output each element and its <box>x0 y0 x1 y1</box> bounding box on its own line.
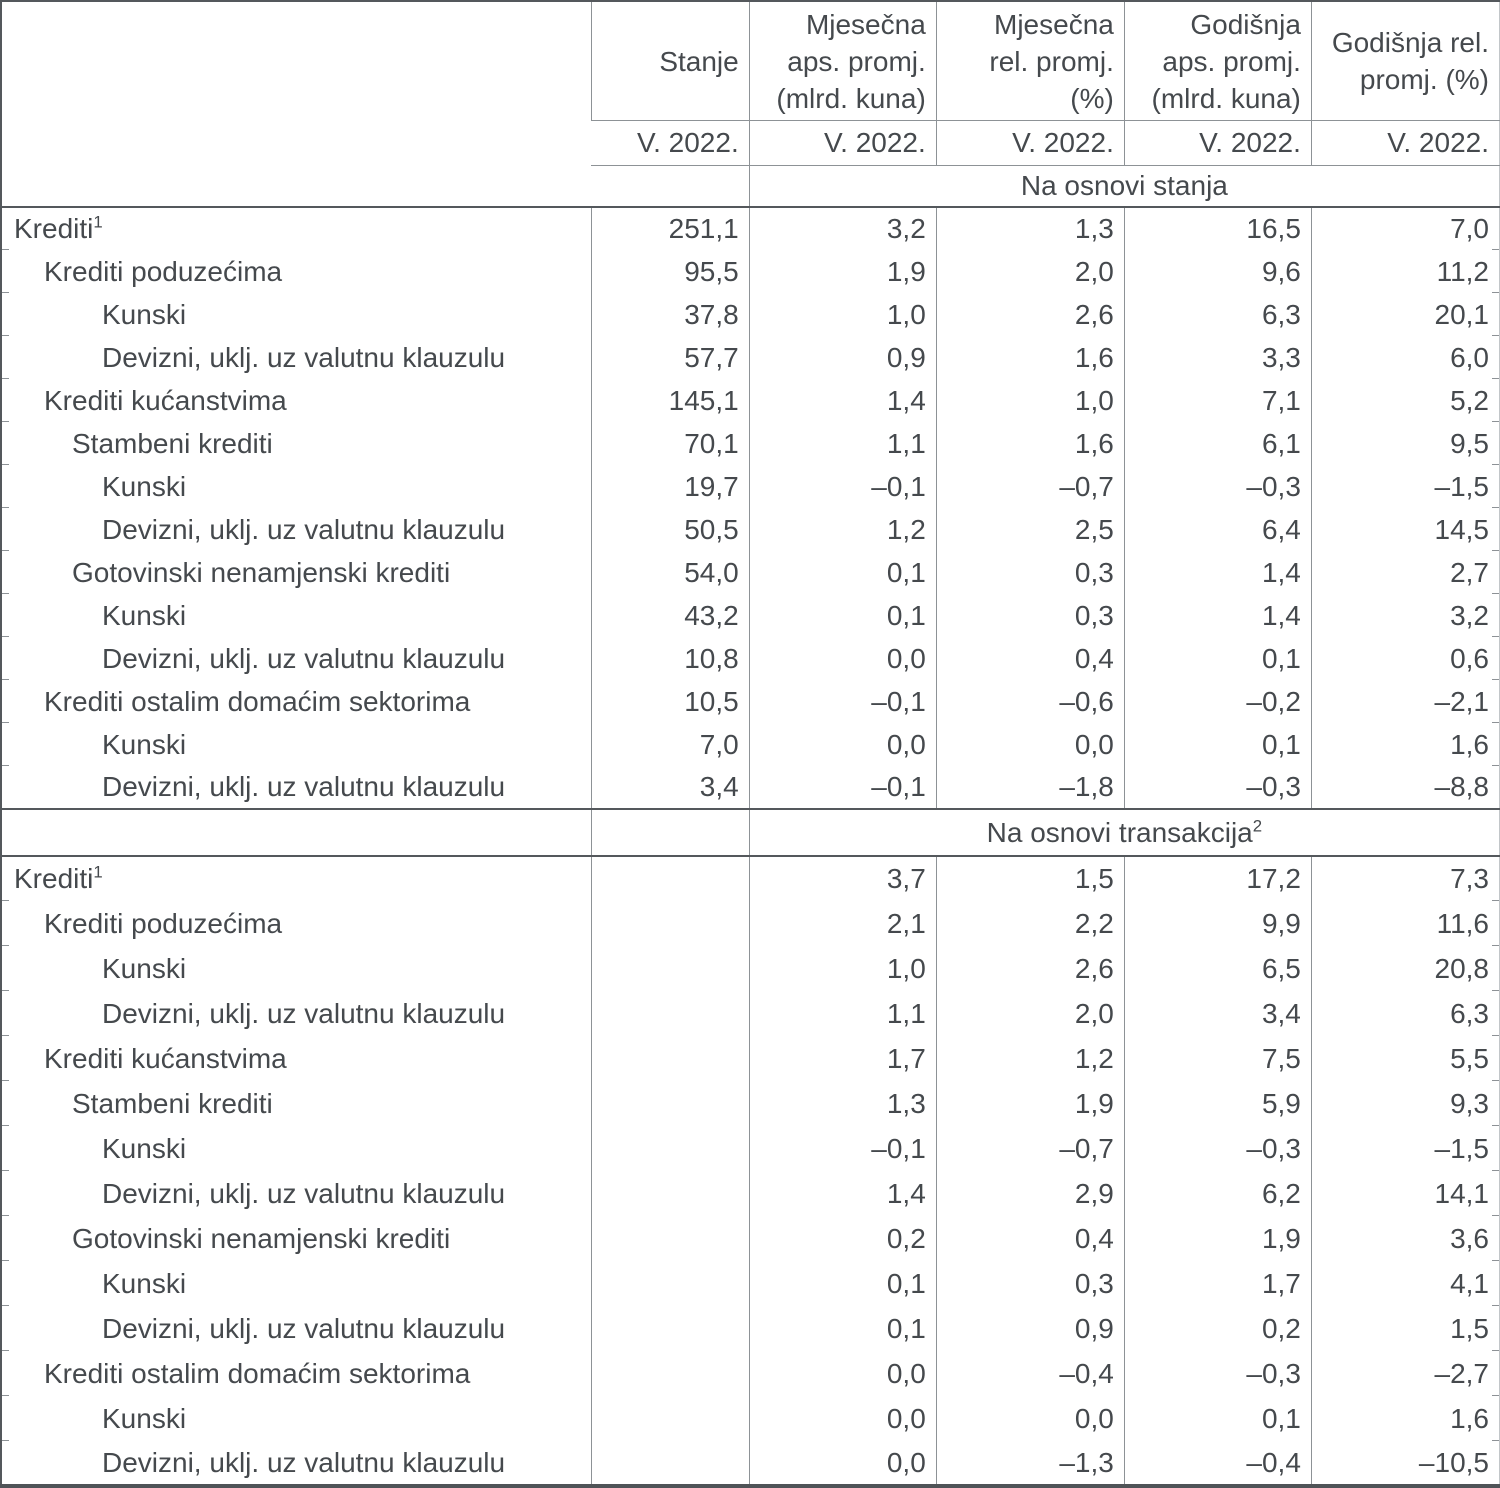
row-label-text: Krediti ostalim domaćim sektorima <box>44 1357 471 1389</box>
cell-value: –8,8 <box>1311 766 1499 809</box>
table-row <box>1 1396 1500 1441</box>
header-line: Mjesečna <box>805 8 926 40</box>
table-row <box>1 856 1500 901</box>
table-row <box>1 946 1500 991</box>
empty-cell <box>591 166 749 208</box>
row-label-text: Krediti kućanstvima <box>44 384 287 416</box>
cell-value: –2,7 <box>1311 1351 1499 1396</box>
section-transakcija-body <box>1 856 1500 1486</box>
separator-row <box>1 809 1500 856</box>
row-label-text: Devizni, uklj. uz valutnu klauzulu <box>102 997 506 1029</box>
row-label <box>1 465 591 508</box>
cell-value <box>591 946 749 991</box>
row-label-text: Krediti ostalim domaćim sektorima <box>44 685 471 717</box>
cell-value: 1,1 <box>749 422 936 465</box>
header-line: Godišnja <box>1190 8 1301 40</box>
row-label-text: Devizni, uklj. uz valutnu klauzulu <box>102 513 506 545</box>
cell-value <box>591 991 749 1036</box>
header-row-titles <box>1 1 1500 121</box>
cell-value: 1,0 <box>749 293 936 336</box>
row-label-text: Devizni, uklj. uz valutnu klauzulu <box>102 341 506 373</box>
table-row <box>1 1441 1500 1486</box>
row-label-text: Kunski <box>102 1132 187 1164</box>
header-line: (mlrd. kuna) <box>776 82 926 114</box>
row-label-text: Kunski <box>102 1267 187 1299</box>
header-line: promj. (%) <box>1359 64 1489 95</box>
table-row <box>1 551 1500 594</box>
header-line: Stanje <box>659 45 739 77</box>
cell-value: 7,3 <box>1311 856 1499 901</box>
cell-value: 0,3 <box>936 1261 1124 1306</box>
cell-value: 0,0 <box>749 1441 936 1486</box>
cell-value <box>591 1036 749 1081</box>
cell-value: 1,0 <box>936 379 1124 422</box>
cell-value: 1,0 <box>749 946 936 991</box>
table-row <box>1 207 1500 250</box>
cell-value <box>591 1081 749 1126</box>
cell-value: 0,6 <box>1311 637 1499 680</box>
header-line: (mlrd. kuna) <box>1151 82 1301 114</box>
row-label <box>1 1306 591 1351</box>
cell-value: 1,4 <box>1124 551 1311 594</box>
table-row <box>1 766 1500 809</box>
cell-value: 0,1 <box>1124 723 1311 766</box>
section-title-transakcija <box>749 809 1499 856</box>
cell-value: –0,6 <box>936 680 1124 723</box>
period-cell: V. 2022. <box>1311 121 1499 166</box>
cell-value: –0,3 <box>1124 465 1311 508</box>
cell-value: 5,2 <box>1311 379 1499 422</box>
row-label-text: Kunski <box>102 728 187 760</box>
cell-value: 1,6 <box>936 422 1124 465</box>
row-label <box>1 1351 591 1396</box>
cell-value: 9,3 <box>1311 1081 1499 1126</box>
cell-value: 0,1 <box>1124 1396 1311 1441</box>
cell-value: 2,0 <box>936 250 1124 293</box>
cell-value: 0,2 <box>749 1216 936 1261</box>
cell-value: 7,0 <box>591 723 749 766</box>
cell-value: 16,5 <box>1124 207 1311 250</box>
column-header-mjesecna-rel <box>936 1 1124 121</box>
header-line: (%) <box>1070 82 1114 114</box>
row-label <box>1 207 591 250</box>
row-label-text: Gotovinski nenamjenski krediti <box>72 1222 451 1254</box>
table-row <box>1 637 1500 680</box>
cell-value: 11,2 <box>1311 250 1499 293</box>
cell-value: 6,4 <box>1124 508 1311 551</box>
row-label <box>1 766 591 809</box>
cell-value: 95,5 <box>591 250 749 293</box>
cell-value: 145,1 <box>591 379 749 422</box>
cell-value: 1,4 <box>749 1171 936 1216</box>
cell-value: 10,8 <box>591 637 749 680</box>
cell-value: –0,1 <box>749 680 936 723</box>
table-row <box>1 1036 1500 1081</box>
table-row <box>1 1351 1500 1396</box>
cell-value <box>591 1126 749 1171</box>
row-label-text: Krediti <box>14 213 94 244</box>
cell-value: 3,7 <box>749 856 936 901</box>
row-label <box>1 856 591 901</box>
header-line: Godišnja rel. <box>1331 27 1489 58</box>
cell-value: 1,9 <box>749 250 936 293</box>
row-label-text: Gotovinski nenamjenski krediti <box>72 556 451 588</box>
header-line: aps. promj. <box>1162 45 1301 77</box>
cell-value: 57,7 <box>591 336 749 379</box>
empty-cell <box>1 809 591 856</box>
cell-value: 1,9 <box>1124 1216 1311 1261</box>
cell-value: 20,8 <box>1311 946 1499 991</box>
cell-value: 0,3 <box>936 551 1124 594</box>
cell-value <box>591 1441 749 1486</box>
cell-value: –0,4 <box>936 1351 1124 1396</box>
table-row <box>1 1216 1500 1261</box>
cell-value: 6,3 <box>1124 293 1311 336</box>
cell-value: 2,1 <box>749 901 936 946</box>
cell-value: 43,2 <box>591 594 749 637</box>
cell-value <box>591 1306 749 1351</box>
cell-value: –1,5 <box>1311 465 1499 508</box>
cell-value <box>591 1216 749 1261</box>
cell-value: 10,5 <box>591 680 749 723</box>
cell-value: 1,4 <box>1124 594 1311 637</box>
table-row <box>1 680 1500 723</box>
section-title-text: Na osnovi stanja <box>1020 170 1228 201</box>
row-label-text: Krediti kućanstvima <box>44 1042 287 1074</box>
period-cell: V. 2022. <box>749 121 936 166</box>
cell-value: –0,3 <box>1124 766 1311 809</box>
row-label <box>1 946 591 991</box>
row-label <box>1 1036 591 1081</box>
cell-value: 3,4 <box>1124 991 1311 1036</box>
cell-value <box>591 901 749 946</box>
cell-value: 1,9 <box>936 1081 1124 1126</box>
cell-value: –0,1 <box>749 766 936 809</box>
cell-value: 1,7 <box>1124 1261 1311 1306</box>
cell-value: 0,0 <box>936 723 1124 766</box>
row-label <box>1 637 591 680</box>
cell-value: 50,5 <box>591 508 749 551</box>
cell-value: 6,2 <box>1124 1171 1311 1216</box>
table-row <box>1 508 1500 551</box>
cell-value: 1,6 <box>1311 723 1499 766</box>
table-row <box>1 465 1500 508</box>
cell-value: 2,2 <box>936 901 1124 946</box>
column-header-godisnja-rel <box>1311 1 1499 121</box>
cell-value: 7,5 <box>1124 1036 1311 1081</box>
cell-value: 0,1 <box>749 1306 936 1351</box>
period-cell: V. 2022. <box>1124 121 1311 166</box>
cell-value: 9,9 <box>1124 901 1311 946</box>
cell-value: 1,4 <box>749 379 936 422</box>
cell-value: 1,7 <box>749 1036 936 1081</box>
row-label-text: Devizni, uklj. uz valutnu klauzulu <box>102 1177 506 1209</box>
cell-value: 2,9 <box>936 1171 1124 1216</box>
cell-value: –1,3 <box>936 1441 1124 1486</box>
section-transakcija-separator <box>1 809 1500 856</box>
cell-value: 2,5 <box>936 508 1124 551</box>
table-row <box>1 1306 1500 1351</box>
cell-value: –0,1 <box>749 465 936 508</box>
row-label <box>1 551 591 594</box>
table-row <box>1 422 1500 465</box>
cell-value: 5,9 <box>1124 1081 1311 1126</box>
cell-value: 1,2 <box>936 1036 1124 1081</box>
period-cell: V. 2022. <box>591 121 749 166</box>
row-label <box>1 1216 591 1261</box>
cell-value: 1,1 <box>749 991 936 1036</box>
cell-value: 0,4 <box>936 1216 1124 1261</box>
table-row <box>1 250 1500 293</box>
cell-value: 6,5 <box>1124 946 1311 991</box>
cell-value <box>591 1171 749 1216</box>
row-label <box>1 680 591 723</box>
cell-value: –1,5 <box>1311 1126 1499 1171</box>
cell-value: 0,1 <box>749 551 936 594</box>
cell-value: 0,2 <box>1124 1306 1311 1351</box>
cell-value: 0,4 <box>936 637 1124 680</box>
row-label <box>1 901 591 946</box>
row-label <box>1 1171 591 1216</box>
cell-value: 17,2 <box>1124 856 1311 901</box>
footnote-marker: 2 <box>1252 816 1263 836</box>
row-label <box>1 336 591 379</box>
cell-value: 14,5 <box>1311 508 1499 551</box>
cell-value: 0,0 <box>749 1351 936 1396</box>
cell-value: 0,0 <box>749 1396 936 1441</box>
cell-value: 0,3 <box>936 594 1124 637</box>
table-row <box>1 901 1500 946</box>
cell-value: –0,3 <box>1124 1351 1311 1396</box>
cell-value: 3,2 <box>1311 594 1499 637</box>
cell-value: 1,6 <box>1311 1396 1499 1441</box>
table-row <box>1 1081 1500 1126</box>
row-label <box>1 723 591 766</box>
row-label-text: Devizni, uklj. uz valutnu klauzulu <box>102 771 506 802</box>
row-label-text: Stambeni krediti <box>72 1087 273 1119</box>
cell-value: 4,1 <box>1311 1261 1499 1306</box>
cell-value: 6,1 <box>1124 422 1311 465</box>
column-header-stanje <box>591 1 749 121</box>
table-row <box>1 336 1500 379</box>
row-label <box>1 422 591 465</box>
cell-value: 2,0 <box>936 991 1124 1036</box>
row-label-text: Devizni, uklj. uz valutnu klauzulu <box>102 642 506 674</box>
cell-value: 3,3 <box>1124 336 1311 379</box>
row-label <box>1 1261 591 1306</box>
row-label-text: Devizni, uklj. uz valutnu klauzulu <box>102 1312 506 1344</box>
row-label-text: Kunski <box>102 298 187 330</box>
cell-value: –0,1 <box>749 1126 936 1171</box>
row-label <box>1 991 591 1036</box>
cell-value: 251,1 <box>591 207 749 250</box>
footnote-marker: 1 <box>93 212 103 232</box>
cell-value: 1,6 <box>936 336 1124 379</box>
cell-value: 6,0 <box>1311 336 1499 379</box>
column-header-godisnja-aps <box>1124 1 1311 121</box>
cell-value <box>591 1261 749 1306</box>
cell-value: 0,0 <box>936 1396 1124 1441</box>
row-label <box>1 508 591 551</box>
cell-value: 1,2 <box>749 508 936 551</box>
cell-value <box>591 856 749 901</box>
cell-value: 1,5 <box>936 856 1124 901</box>
cell-value: 70,1 <box>591 422 749 465</box>
cell-value: 6,3 <box>1311 991 1499 1036</box>
cell-value: 0,9 <box>749 336 936 379</box>
cell-value: 1,5 <box>1311 1306 1499 1351</box>
cell-value: 2,6 <box>936 293 1124 336</box>
cell-value: 20,1 <box>1311 293 1499 336</box>
cell-value: 5,5 <box>1311 1036 1499 1081</box>
cell-value: 37,8 <box>591 293 749 336</box>
row-label <box>1 594 591 637</box>
period-cell: V. 2022. <box>936 121 1124 166</box>
cell-value: –0,7 <box>936 465 1124 508</box>
cell-value: 0,1 <box>749 1261 936 1306</box>
row-label-text: Devizni, uklj. uz valutnu klauzulu <box>102 1446 506 1478</box>
cell-value: 1,3 <box>749 1081 936 1126</box>
cell-value: –0,4 <box>1124 1441 1311 1486</box>
cell-value: 2,7 <box>1311 551 1499 594</box>
row-label <box>1 1126 591 1171</box>
cell-value: –2,1 <box>1311 680 1499 723</box>
cell-value: 2,6 <box>936 946 1124 991</box>
cell-value: 0,9 <box>936 1306 1124 1351</box>
cell-value: –10,5 <box>1311 1441 1499 1486</box>
cell-value: 19,7 <box>591 465 749 508</box>
row-label-text: Kunski <box>102 952 187 984</box>
row-label <box>1 293 591 336</box>
cell-value <box>591 1351 749 1396</box>
cell-value: 3,2 <box>749 207 936 250</box>
row-label <box>1 1396 591 1441</box>
cell-value: 14,1 <box>1311 1171 1499 1216</box>
header-line: Mjesečna <box>994 8 1114 40</box>
cell-value: 1,3 <box>936 207 1124 250</box>
cell-value: 0,1 <box>749 594 936 637</box>
row-label-text: Krediti poduzećima <box>44 255 283 287</box>
row-label-text: Stambeni krediti <box>72 427 273 459</box>
table-row <box>1 1171 1500 1216</box>
cell-value: 7,1 <box>1124 379 1311 422</box>
cell-value: 0,0 <box>749 723 936 766</box>
row-label-text: Kunski <box>102 470 187 502</box>
table-row <box>1 594 1500 637</box>
cell-value: –0,3 <box>1124 1126 1311 1171</box>
table-row <box>1 991 1500 1036</box>
section-stanja-body <box>1 207 1500 809</box>
row-label <box>1 1081 591 1126</box>
footnote-marker: 1 <box>93 862 103 882</box>
empty-cell <box>591 809 749 856</box>
section-title-text: Na osnovi transakcija <box>986 816 1253 848</box>
label-column-header <box>1 1 591 207</box>
header-line: rel. promj. <box>989 45 1114 77</box>
cell-value: –0,7 <box>936 1126 1124 1171</box>
cell-value: –0,2 <box>1124 680 1311 723</box>
cell-value: 9,5 <box>1311 422 1499 465</box>
row-label <box>1 1441 591 1486</box>
row-label-text: Krediti <box>14 863 94 894</box>
table-row <box>1 293 1500 336</box>
row-label-text: Kunski <box>102 599 187 631</box>
table-row <box>1 1261 1500 1306</box>
row-label <box>1 379 591 422</box>
section-title-stanja <box>749 166 1499 208</box>
cell-value: 3,6 <box>1311 1216 1499 1261</box>
cell-value: 3,4 <box>591 766 749 809</box>
table-row <box>1 1126 1500 1171</box>
column-header-mjesecna-aps <box>749 1 936 121</box>
cell-value: 0,0 <box>749 637 936 680</box>
row-label <box>1 250 591 293</box>
header-line: aps. promj. <box>787 45 926 77</box>
table-row <box>1 379 1500 422</box>
cell-value: 7,0 <box>1311 207 1499 250</box>
row-label-text: Kunski <box>102 1402 187 1434</box>
table-header <box>1 1 1500 207</box>
cell-value: –1,8 <box>936 766 1124 809</box>
cell-value: 0,1 <box>1124 637 1311 680</box>
cell-value: 9,6 <box>1124 250 1311 293</box>
table-row <box>1 723 1500 766</box>
cell-value: 54,0 <box>591 551 749 594</box>
cell-value <box>591 1396 749 1441</box>
row-label-text: Krediti poduzećima <box>44 907 283 939</box>
cell-value: 11,6 <box>1311 901 1499 946</box>
